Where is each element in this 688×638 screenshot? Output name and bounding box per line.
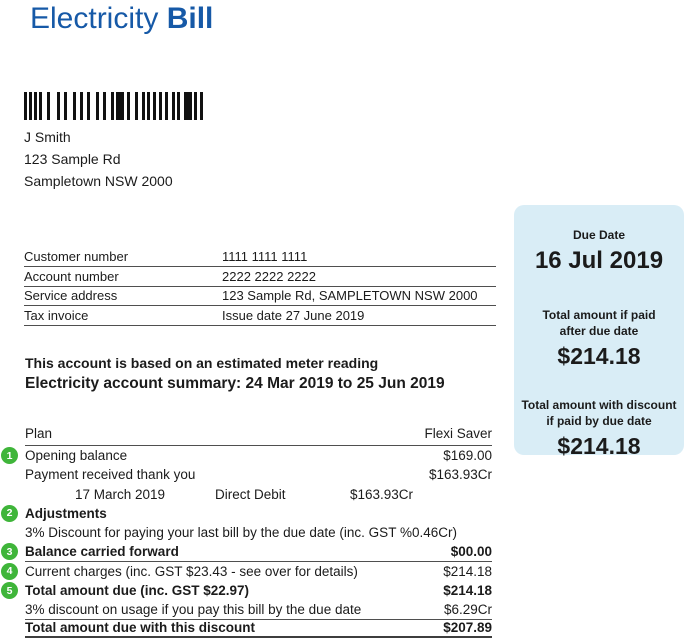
summary-heading-period: 24 Mar 2019 to 25 Jun 2019 <box>245 375 445 392</box>
account-notices <box>25 354 445 394</box>
summary-row-value: $207.89 <box>443 620 492 636</box>
summary-row-label: Opening balance <box>25 448 128 464</box>
summary-row-label: Current charges (inc. GST $23.43 - see over for details) <box>25 563 358 579</box>
barcode-bar <box>80 92 83 120</box>
summary-row-value: $169.00 <box>443 448 492 464</box>
summary-row <box>25 485 492 504</box>
title-light: Electricity <box>30 2 159 35</box>
summary-row <box>25 465 492 484</box>
barcode-bar <box>184 92 192 120</box>
step-badge-2: 2 <box>1 505 18 522</box>
due-date-value: 16 Jul 2019 <box>534 247 664 274</box>
barcode-bar <box>165 92 168 120</box>
barcode-bar <box>24 92 27 120</box>
plan-name: Flexi Saver <box>424 426 492 441</box>
barcode-bar <box>34 92 37 120</box>
barcode-bar <box>127 92 130 120</box>
barcode-bar <box>29 92 32 120</box>
summary-row-label: 3% discount on usage if you pay this bill by the due date <box>25 602 362 618</box>
plan-label: Plan <box>25 426 53 441</box>
account-info-row <box>24 287 496 307</box>
summary-row <box>6 581 492 600</box>
summary-row-label: Adjustments <box>25 506 107 522</box>
title-space <box>158 2 166 35</box>
barcode-bar <box>177 92 180 120</box>
after-due-label-line2: after due date <box>559 324 639 338</box>
account-info-row <box>24 267 496 287</box>
summary-row-label: Total amount due (inc. GST $22.97) <box>25 583 250 599</box>
step-badge-5: 5 <box>1 582 18 599</box>
payment-method: Direct Debit <box>215 486 286 502</box>
barcode-bar <box>142 92 145 120</box>
account-info-label: Account number <box>24 268 119 284</box>
summary-header-row <box>25 426 492 446</box>
barcode-bar <box>47 92 50 120</box>
summary-row <box>6 446 492 465</box>
page-title <box>30 2 213 36</box>
payment-date: 17 March 2019 <box>75 486 166 502</box>
summary-row <box>25 600 492 619</box>
summary-row-label: 3% Discount for paying your last bill by the due date (inc. GST %0.46Cr) <box>25 525 457 541</box>
account-summary-table <box>6 426 492 638</box>
barcode-bar <box>57 92 60 120</box>
barcode-bar <box>116 92 124 120</box>
summary-row-value: $163.93Cr <box>428 467 492 483</box>
title-bold: Bill <box>166 2 214 35</box>
account-info-label: Customer number <box>24 248 129 264</box>
barcode-bar <box>135 92 138 120</box>
account-info-row <box>24 306 496 326</box>
address-line: Sampletown NSW 2000 <box>24 173 173 189</box>
summary-row <box>6 562 492 581</box>
summary-row <box>25 620 492 638</box>
barcode-bar <box>64 92 67 120</box>
barcode <box>24 92 203 120</box>
account-info-table <box>24 247 496 326</box>
account-info-value: Issue date 27 June 2019 <box>222 308 365 324</box>
barcode-bar <box>87 92 90 120</box>
barcode-bar <box>153 92 156 120</box>
step-badge-1: 1 <box>1 447 18 464</box>
barcode-bar <box>111 92 114 120</box>
barcode-bar <box>103 92 106 120</box>
payment-amount: $163.93Cr <box>349 486 413 502</box>
summary-row-value: $214.18 <box>443 563 492 579</box>
summary-row-label: Balance carried forward <box>25 544 179 560</box>
step-badge-4: 4 <box>1 563 18 580</box>
discount-label-line2: if paid by due date <box>546 414 652 428</box>
account-info-value: 2222 2222 2222 <box>222 268 316 284</box>
summary-row-label: Payment received thank you <box>25 467 196 483</box>
address-line: 123 Sample Rd <box>24 151 121 167</box>
summary-row <box>25 523 492 542</box>
after-due-amount: $214.18 <box>557 343 641 369</box>
summary-row-value: $6.29Cr <box>443 602 492 618</box>
discount-amount: $214.18 <box>557 433 641 459</box>
step-badge-3: 3 <box>1 543 18 560</box>
account-info-value: 123 Sample Rd, SAMPLETOWN NSW 2000 <box>222 288 478 304</box>
summary-row-value: $214.18 <box>443 583 492 599</box>
summary-row-value: $00.00 <box>450 544 492 560</box>
barcode-bar <box>147 92 150 120</box>
summary-row-label: Total amount due with this discount <box>25 620 255 636</box>
account-info-value: 1111 1111 1111 <box>222 248 308 264</box>
barcode-bar <box>159 92 162 120</box>
summary-rows <box>6 446 492 638</box>
summary-row <box>6 542 492 561</box>
recipient-address <box>24 126 173 192</box>
barcode-bar <box>39 92 42 120</box>
due-date-label: Due Date <box>572 228 625 242</box>
estimated-reading-notice: This account is based on an estimated meter reading <box>25 355 379 371</box>
account-info-label: Tax invoice <box>24 308 89 324</box>
barcode-bar <box>200 92 203 120</box>
after-due-label-line1: Total amount if paid <box>542 308 656 322</box>
due-date-panel <box>514 205 684 459</box>
account-info-row <box>24 247 496 267</box>
barcode-bar <box>172 92 175 120</box>
barcode-bar <box>194 92 197 120</box>
summary-row <box>6 504 492 523</box>
account-info-label: Service address <box>24 288 118 304</box>
address-line: J Smith <box>24 129 71 145</box>
barcode-bar <box>73 92 76 120</box>
summary-heading-title: Electricity account summary: <box>25 375 242 392</box>
discount-label-line1: Total amount with discount <box>521 398 677 412</box>
account-summary-heading <box>25 373 445 394</box>
barcode-bar <box>96 92 99 120</box>
